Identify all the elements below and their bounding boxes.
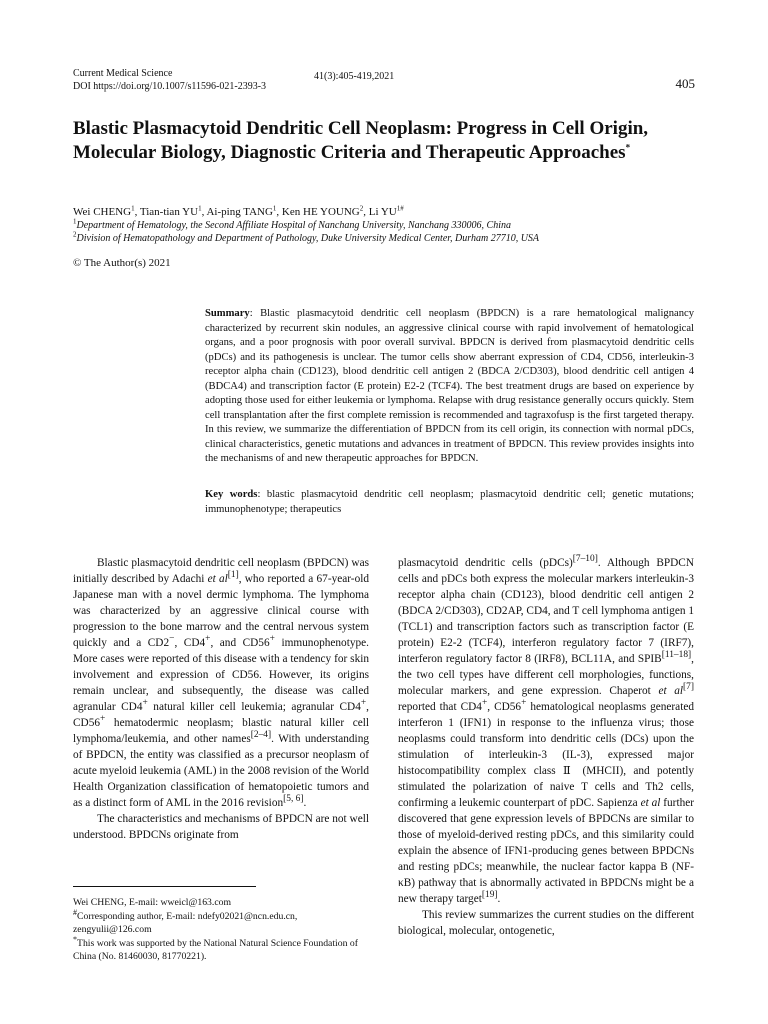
text-run: , who reported a 67-year-old Japanese man with a novel dermic lymphoma. The lymphoma was characterized by an aggressive clinical course with progression to the bone marrow and the central nervous system quickly and a CD2: [73, 573, 369, 649]
text-run: , the two cell types have different cell morphologies, functions, molecular markers, and gene expression. Chaperot: [398, 653, 694, 697]
citation-superscript: +: [142, 698, 148, 709]
citation-superscript: +: [100, 714, 106, 725]
keywords: [205, 488, 694, 517]
text-run: further discovered that gene expression levels of BPDCNs are similar to those of myeloid-derived resting pDCs, and this similarity could explain the absence of IFN1-producing genes between BPDCNs and resting pDCs; meanwhile, the nuclear factor kappa B (NF-κB) pathway that is abnormally activated in BPDCNs might be a new therapy target: [398, 797, 695, 905]
author: Ai-ping TANG$^1$,: [206, 204, 282, 218]
citation-superscript: [7–10]: [572, 554, 598, 565]
text-run: , CD56: [487, 701, 522, 713]
title-footnote-mark: *: [625, 142, 631, 153]
author: Tian-tian $YU^1$,: [139, 204, 207, 218]
body-paragraph: [73, 811, 369, 843]
body-paragraph: [398, 907, 694, 939]
citation-superscript: +: [360, 698, 367, 709]
summary-label: Summary: [205, 308, 250, 319]
italic-text: et al: [658, 685, 684, 697]
text-run: .: [303, 797, 307, 809]
footnote: #Corresponding author, E-mail: ndefy02021@ncn.edu.cn, zengyulii@126.com: [73, 907, 298, 935]
page-number: 405: [675, 76, 695, 91]
text-run: .: [497, 893, 501, 905]
footnote: *This work was supported by the National Natural Science Foundation of China (No. 81460030, 81770221).: [73, 934, 358, 962]
author-list: [73, 205, 703, 219]
italic-text: et al: [207, 573, 228, 585]
text-run: The characteristics and mechanisms of BPDCN are not well understood. BPDCNs originate from: [73, 813, 369, 841]
summary-text: : Blastic plasmacytoid dendritic cell neoplasm (BPDCN) is a rare hematological malignancy characterized by recurrent skin nodules, an aggressive clinical course with rapid involvement of hematological organs, and a poor prognosis with poor overall survival. BPDCN is derived from plasmacytoid dendritic cells (pDCs) and its pathogenesis is unclear. The tumor cells show aberrant expression of CD4, CD56, interleukin-3 receptor alpha chain (CD123), blood dendritic cell antigen 2 (BDCA 2/CD303), blood dendritic cell antigen 4 (BDCA4) and transcription factor (E protein) E2-2 (TCF4). The best treatment drugs are based on experience by adopting those used for either leukemia or lymphoma. Relapse with drug resistance generally occurs quickly. Stem cell transplantation after the first complete remission is recommended and tagraxofusp is the first targeted therapy. In this review, we summarize the differentiation of BPDCN from its cell origin, its connection with normal pDCs, clinical characteristics, genetic mutations and advances in treatment of BPDCN. This review provides insights into the mechanisms of and new therapeutic approaches for BPDCN.: [205, 308, 694, 464]
author: Li $YU^{1\#}$: [368, 204, 404, 218]
text-run: plasmacytoid dendritic cells (pDCs): [398, 557, 573, 569]
text-run: . With understanding of BPDCN, the entity was classified as a precursor neoplasm of acute myeloid leukemia (AML) in the 2008 revision of the World Health Organization classification of hematopoietic tumors and as a distinct form of AML in the 2016 revision: [73, 733, 369, 809]
italic-text: et al: [640, 797, 661, 809]
body-column-left: [73, 555, 369, 843]
footnote-divider: [73, 886, 256, 887]
text-run: , CD4: [174, 637, 206, 649]
author: Wei CHENG$^1$,: [73, 204, 140, 218]
text-run: hematological neoplasms generated interferon 1 (IFN1) in response to the influenza virus; those neoplasms could transform into dendritic cells (DCs) upon the stimulation of interleukin-3 (IL-3), expressed major histocompatibility complex class Ⅱ (MHCII), and potently stimulated the polarization of naive T cells and Th2 cells, confirming a leukemic counterpart of pDC. Sapienza: [398, 701, 694, 809]
body-paragraph: [398, 555, 694, 907]
citation-superscript: [19]: [481, 890, 498, 901]
text-run: , CD56: [73, 701, 369, 729]
text-run: . Although BPDCN cells and pDCs both express the molecular markers interleukin-3 receptor alpha chain (CD123), blood dendritic cell antigen 2 (BDCA 2/CD303), CD2AP, CD4, and T cell lymphoma antigen 1 (TCL1) and transcription factors such as transcription factor (E protein) E2-2 (TCF4), interferon regulatory factor 7 (IRF7), interferon regulatory factor 8 (IRF8), BCL11A, and SPIB: [398, 557, 694, 665]
citation-superscript: [1]: [227, 570, 239, 581]
citation-superscript: +: [269, 634, 275, 645]
paper-title: [73, 117, 703, 165]
citation-superscript: −: [169, 634, 175, 645]
citation-superscript: [2–4]: [250, 730, 272, 741]
citation-superscript: +: [521, 698, 527, 709]
text-run: hematodermic neoplasm; blastic natural killer cell lymphoma/leukemia, and other names: [73, 717, 369, 745]
journal-name: Current Medical Science: [73, 68, 173, 79]
text-run: This review summarizes the current studies on the different biological, molecular, ontogenetic,: [398, 909, 694, 937]
copyright-notice: © The Author(s) 2021: [73, 257, 171, 269]
doi-link[interactable]: DOI https://doi.org/10.1007/s11596-021-2393-3: [73, 81, 267, 92]
body-paragraph: [73, 555, 369, 811]
text-run: , and CD56: [210, 637, 270, 649]
citation-superscript: [11–18]: [661, 650, 692, 661]
paper-title-text: Blastic Plasmacytoid Dendritic Cell Neoplasm: Progress in Cell Origin, Molecular Biology, Diagnostic Criteria and Therapeutic Approaches: [73, 118, 649, 163]
citation-superscript: +: [205, 634, 211, 645]
affiliation-1: $^1$Department of Hematology, the Second Affiliate Hospital of Nanchang University, Nanchang 330006, China: [73, 217, 511, 231]
keywords-label: Key words: [205, 489, 258, 500]
footnote: Wei CHENG, E-mail: wweicl@163.com: [73, 897, 231, 908]
text-run: natural killer cell leukemia; agranular CD4: [147, 701, 361, 713]
body-column-right: [398, 555, 694, 939]
affiliation-2: $^2$Division of Hematopathology and Department of Pathology, Duke University Medical Center, Durham 27710, USA: [73, 230, 540, 244]
text-run: Blastic plasmacytoid dendritic cell neoplasm (BPDCN) was initially described by Adachi: [73, 557, 369, 585]
volume-pages: 41(3):405-419,2021: [314, 71, 395, 82]
text-run: reported that CD4: [398, 701, 482, 713]
keywords-text: : blastic plasmacytoid dendritic cell neoplasm; plasmacytoid dendritic cell; genetic mutations; immunophenotype; therapeutics: [205, 489, 694, 515]
running-header: [73, 67, 266, 93]
text-run: immunophenotype. More cases were reported of this disease with a tendency for skin involvement and expression of CD56. However, its origins remain unclear, and subsequently, the disease was called agranular CD4: [73, 637, 369, 713]
citation-superscript: [5, 6]: [283, 794, 304, 805]
citation-superscript: +: [481, 698, 488, 709]
citation-superscript: [7]: [683, 682, 694, 693]
abstract-summary: [205, 307, 694, 467]
author: Ken HE YOUNG$^2$,: [281, 204, 369, 218]
footnotes: [73, 896, 369, 964]
